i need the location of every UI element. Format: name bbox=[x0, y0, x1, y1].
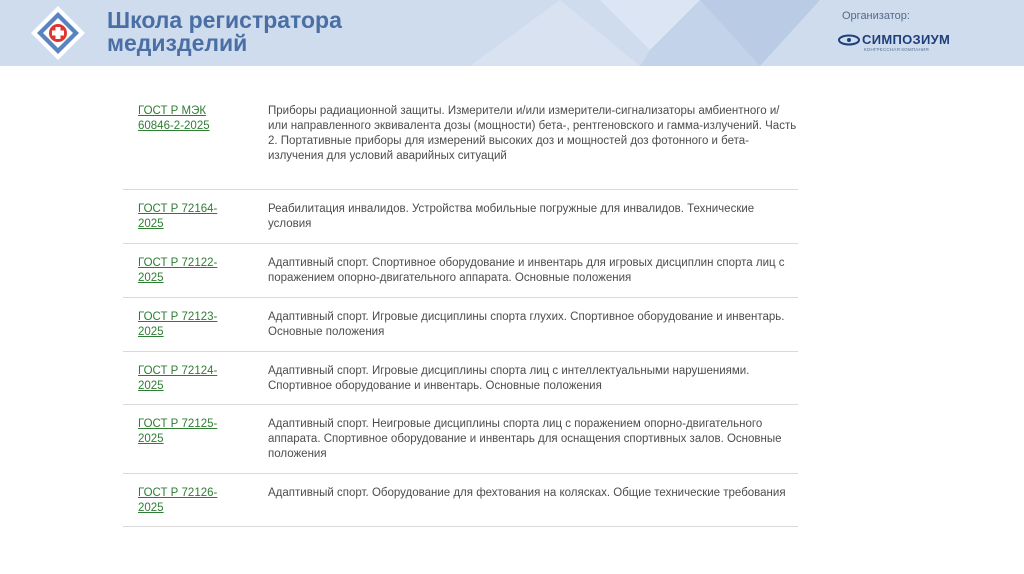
school-title bbox=[107, 9, 342, 55]
organizer-label: Организатор: bbox=[842, 10, 910, 22]
header-banner bbox=[0, 0, 1024, 66]
standard-code-link[interactable]: ГОСТ Р 72122-2025 bbox=[138, 256, 218, 284]
standard-code-link[interactable]: ГОСТ Р 72126-2025 bbox=[138, 486, 218, 514]
standard-code-link[interactable]: ГОСТ Р 72123-2025 bbox=[138, 310, 218, 338]
standard-description: Реабилитация инвалидов. Устройства мобильные погружные для инвалидов. Технические условия bbox=[268, 202, 755, 230]
sponsor-subtitle: КОНГРЕССНАЯ КОМПАНИЯ bbox=[864, 47, 929, 52]
standard-code-link[interactable]: ГОСТ Р 72164-2025 bbox=[138, 202, 218, 230]
standard-description: Адаптивный спорт. Оборудование для фехтования на колясках. Общие технические требования bbox=[268, 486, 786, 499]
table-row bbox=[123, 189, 798, 243]
standard-code-link[interactable]: ГОСТ Р 72124-2025 bbox=[138, 364, 218, 392]
standard-description: Адаптивный спорт. Спортивное оборудование и инвентарь для игровых дисциплин спорта лиц с поражением опорно-двигательного аппарата. Основные положения bbox=[268, 256, 785, 284]
table-row bbox=[123, 96, 798, 189]
sponsor-name: СИМПОЗИУМ bbox=[862, 32, 951, 47]
table-row bbox=[123, 404, 798, 473]
sponsor-logo bbox=[838, 30, 978, 56]
school-title-line2: медизделий bbox=[107, 30, 248, 56]
standard-code-link[interactable]: ГОСТ Р 72125-2025 bbox=[138, 417, 218, 445]
swoosh-icon bbox=[838, 34, 860, 46]
table-row bbox=[123, 351, 798, 404]
standard-description: Адаптивный спорт. Игровые дисциплины спорта лиц с интеллектуальными нарушениями. Спортивное оборудование и инвентарь. Основные положения bbox=[268, 364, 750, 392]
standard-code-link[interactable]: ГОСТ Р МЭК 60846-2-2025 bbox=[138, 105, 210, 132]
table-row bbox=[123, 473, 798, 526]
standards-table bbox=[123, 96, 798, 527]
logo-icon bbox=[30, 5, 86, 61]
standard-description: Приборы радиационной защиты. Измерители и/или измерители-сигнализаторы амбиентного и/или направленного эквивалента дозы (мощности) бета-, рентгеновского и гамма-излучений. Часть 2. Портативные приборы для измерений высоких доз и мощностей доз фотонного и бета-излучения для условий аварийных ситуаций bbox=[268, 105, 797, 162]
table-row bbox=[123, 297, 798, 351]
school-title-line1: Школа регистратора bbox=[107, 7, 342, 33]
standard-description: Адаптивный спорт. Неигровые дисциплины спорта лиц с поражением опорно-двигательного аппарата. Спортивное оборудование и инвентарь для оснащения спортивных залов. Основные положения bbox=[268, 417, 782, 460]
standard-description: Адаптивный спорт. Игровые дисциплины спорта глухих. Спортивное оборудование и инвентарь. Основные положения bbox=[268, 310, 785, 338]
table-row bbox=[123, 243, 798, 297]
